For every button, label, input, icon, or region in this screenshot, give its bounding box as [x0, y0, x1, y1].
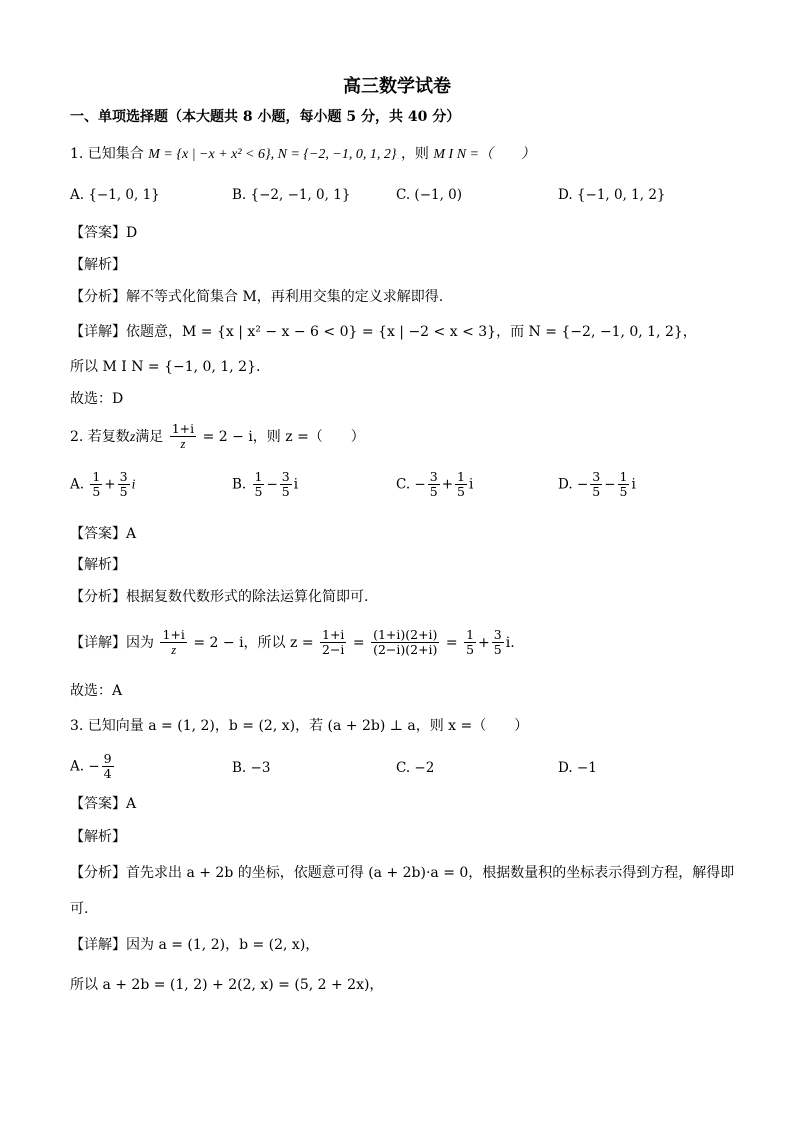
q2-option-c-label: C. [396, 476, 411, 493]
q2-detail-frac3: $\frac{(1+i)(2+i)}{(2-i)(2+i)}$ [373, 627, 438, 658]
q2-fraction-numerator: 1+i [171, 421, 195, 436]
q1-stem-text: 1. 已知集合 [70, 146, 144, 162]
q2-a-frac1: $\frac{1}{5}$ [92, 469, 101, 500]
q2-stem-text: 2. 若复数 [70, 428, 130, 445]
q2-detail-frac4: $\frac{1}{5}$ [466, 627, 475, 658]
q1-option-d: D. {−1, 0, 1, 2} [558, 187, 666, 203]
q3-analysis-cont: 可. [70, 901, 89, 917]
q3-option-c: C. −2 [396, 760, 435, 776]
q1-therefore: 所以 M I N = {−1, 0, 1, 2}. [70, 359, 261, 375]
q3-detail: 【详解】因为 a = (1, 2)，b = (2, x)， [70, 937, 320, 953]
q2-fraction-denominator: z [180, 437, 186, 452]
q2-detail-mid: = 2 − i，所以 z = [193, 634, 314, 651]
q2-detail-eq2: = [445, 634, 458, 651]
q2-detail-frac1: $\frac{1+i}{z}$ [162, 627, 185, 658]
q1-answer: 【答案】D [70, 225, 138, 241]
q2-option-d: D. − $\frac{3}{5}$ − $\frac{1}{5}$ i [558, 469, 636, 500]
q1-option-c: C. (−1, 0) [396, 187, 463, 203]
q2-jiexi: 【解析】 [70, 557, 126, 573]
q1-sets: M = {x | −x + x² < 6}, N = {−2, −1, 0, 1, 2} [148, 147, 397, 162]
q1-choose: 故选：D [70, 391, 124, 407]
q1-option-a: A. {−1, 0, 1} [70, 187, 160, 203]
q3-option-b: B. −3 [232, 760, 271, 776]
q1-stem-then: ，则 [400, 146, 429, 162]
q3-option-d: D. −1 [558, 760, 597, 776]
q2-detail-frac2: $\frac{1+i}{2-i}$ [322, 627, 345, 658]
q2-c-frac2: $\frac{1}{5}$ [457, 469, 465, 500]
q1-ask: M I N =（ ） [433, 147, 535, 162]
section-heading: 一、单项选择题（本大题共 8 小题，每小题 5 分，共 40 分） [70, 109, 461, 125]
q2-b-frac1: $\frac{1}{5}$ [254, 469, 263, 500]
q2-a-frac2: $\frac{3}{5}$ [119, 469, 128, 500]
q2-b-frac2: $\frac{3}{5}$ [281, 469, 290, 500]
q2-detail-frac5: $\frac{3}{5}$ [493, 627, 502, 658]
q2-z: z [129, 429, 136, 445]
q1-detail: 【详解】依题意，M = {x | x² − x − 6 < 0} = {x | −2 < x < 3}，而 N = {−2, −1, 0, 1, 2}， [70, 324, 697, 340]
q3-therefore: 所以 a + 2b = (1, 2) + 2(2, x) = (5, 2 + 2x)， [70, 977, 384, 993]
q2-option-a: A. $\frac{1}{5}$ + $\frac{3}{5}$ i [70, 469, 136, 500]
q2-detail-lead: 【详解】因为 [70, 634, 154, 651]
question-3-stem: 3. 已知向量 a = (1, 2)，b = (2, x)，若 (a + 2b) ⊥ a，则 x =（ ） [70, 718, 529, 734]
q2-analysis: 【分析】根据复数代数形式的除法运算化简即可. [70, 589, 369, 605]
q2-fraction [170, 422, 196, 452]
question-1-stem [70, 147, 535, 162]
question-2-stem [70, 422, 365, 452]
q2-d-frac1: $\frac{3}{5}$ [592, 469, 601, 500]
q2-ask: = 2 − i，则 z =（ ） [202, 428, 365, 445]
q3-answer: 【答案】A [70, 796, 137, 812]
q2-detail-eq: = [352, 634, 365, 651]
q2-option-c: C. − $\frac{3}{5}$ + $\frac{1}{5}$ i [396, 469, 474, 500]
q3-analysis: 【分析】首先求出 a + 2b 的坐标，依题意可得 (a + 2b)·a = 0，根据数量积的坐标表示得到方程，解得即 [70, 865, 735, 881]
q1-jiexi: 【解析】 [70, 257, 126, 273]
q2-answer: 【答案】A [70, 526, 137, 542]
q3-jiexi: 【解析】 [70, 829, 126, 845]
q2-stem-satisfy: 满足 [135, 428, 164, 445]
q3-option-a-label: A. [70, 758, 85, 775]
q2-option-b: B. $\frac{1}{5}$ − $\frac{3}{5}$ i [232, 469, 299, 500]
q2-option-d-label: D. [558, 476, 573, 493]
q3-option-a: A. − $\frac{9}{4}$ [70, 751, 112, 782]
q2-choose: 故选：A [70, 683, 123, 699]
q2-detail: 【详解】因为 $\frac{1+i}{z}$ = 2 − i，所以 z = $\frac{1+i}{2-i}$ = $\frac{(1+i)(2+i)}{(2-i)(2+i)}$ = $\frac{1}{5}$ + $\frac{3}{5}$ i. [70, 627, 515, 658]
q2-d-frac2: $\frac{1}{5}$ [619, 469, 628, 500]
page-title: 高三数学试卷 [343, 76, 451, 97]
q1-option-b: B. {−2, −1, 0, 1} [232, 187, 351, 203]
q1-analysis: 【分析】解不等式化简集合 M，再利用交集的定义求解即得. [70, 289, 444, 305]
q3-a-frac: $\frac{9}{4}$ [103, 751, 112, 782]
q2-option-a-label: A. [70, 476, 85, 493]
q2-c-frac1: $\frac{3}{5}$ [429, 469, 438, 500]
q2-option-b-label: B. [232, 476, 247, 493]
